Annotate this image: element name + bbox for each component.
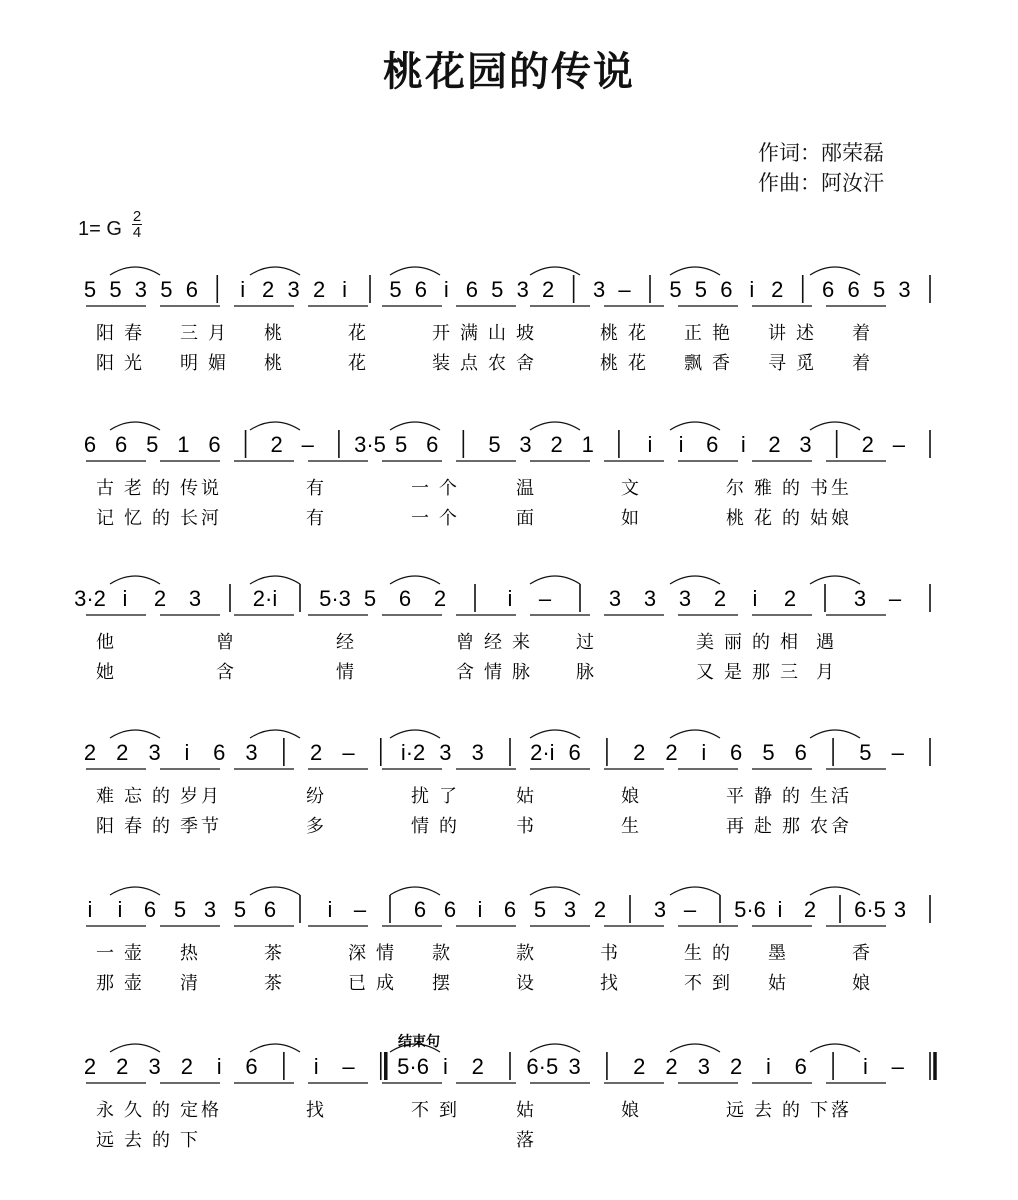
lyric-verse-2: 河 (201, 508, 229, 529)
note: 3 (134, 277, 148, 302)
note: – (891, 1054, 904, 1079)
note: i (87, 897, 93, 922)
slur (530, 267, 580, 275)
note: 5·6 (734, 897, 766, 922)
note: i (184, 740, 190, 765)
slur (810, 730, 860, 738)
note: 1 (581, 432, 594, 457)
lyric-verse-1: 着 (852, 323, 880, 344)
note: 2 (730, 1054, 743, 1079)
note: 6 (706, 432, 719, 457)
lyric-verse-1: 说 (201, 478, 229, 499)
note: 6·5 (526, 1054, 559, 1079)
note: 5 (669, 277, 682, 302)
slur (810, 422, 860, 430)
lyric-verse-1: 纷 (306, 786, 334, 807)
note: 3 (519, 432, 532, 457)
note: 3 (678, 586, 692, 611)
note: – (892, 432, 906, 457)
lyric-verse-1: 一壶 (96, 943, 152, 964)
note: 6 (143, 897, 157, 922)
lyric-verse-1: 书 (600, 943, 628, 964)
lyric-verse-2: 含情脉 (456, 662, 540, 683)
note: 2 (83, 740, 97, 765)
note: – (888, 586, 902, 611)
lyric-verse-1: 过 (576, 632, 604, 653)
note: 5 (83, 277, 97, 302)
lyric-verse-2: 阳春的季 (96, 816, 208, 837)
note: 2 (116, 1054, 129, 1079)
note: 5 (160, 277, 173, 302)
note: 2 (310, 740, 323, 765)
note: 5 (533, 897, 547, 922)
note: 6 (413, 897, 427, 922)
note: i (678, 432, 684, 457)
note: 3 (893, 897, 907, 922)
note: 3 (643, 586, 657, 611)
lyric-verse-2: 舍 (516, 353, 544, 374)
slur (530, 887, 580, 895)
note: 2 (83, 1054, 97, 1079)
lyric-verse-1: 款 (432, 943, 460, 964)
lyric-verse-2: 再赴那农 (726, 816, 838, 837)
composer-credit: 作曲：阿汝汗 (758, 171, 884, 195)
note: 2 (550, 432, 563, 457)
lyric-verse-2: 书 (516, 816, 544, 837)
time-signature-bottom: 4 (132, 224, 142, 241)
note: i (749, 277, 755, 302)
note: 2 (633, 1054, 646, 1079)
note: 5 (109, 277, 122, 302)
note: i (216, 1054, 222, 1079)
lyric-verse-2: 装点农 (432, 353, 516, 374)
note: 5 (173, 897, 187, 922)
note: 3 (568, 1054, 581, 1079)
slur (810, 267, 860, 275)
song-title: 桃花园的传说 (383, 49, 635, 95)
slur (670, 887, 720, 895)
note: i (862, 1054, 868, 1079)
lyric-verse-2: 月 (816, 662, 844, 683)
lyric-verse-2: 远去的下 (96, 1130, 208, 1151)
lyric-verse-2: 姑 (768, 973, 796, 994)
note: 2·i (530, 740, 555, 765)
note: 6 (398, 586, 412, 611)
note: 5 (394, 432, 408, 457)
lyric-verse-1: 经 (336, 632, 364, 653)
note: 2 (116, 740, 129, 765)
lyric-verse-1: 文 (621, 478, 649, 499)
lyric-verse-1: 遇 (816, 632, 844, 653)
note: i (701, 740, 707, 765)
lyric-verse-2: 阳光 (96, 353, 152, 374)
note: 2 (471, 1054, 484, 1079)
lyric-verse-1: 深情 (348, 943, 404, 964)
lyric-verse-2: 明媚 (180, 353, 236, 374)
note: 2 (270, 432, 283, 457)
note: 3 (799, 432, 812, 457)
lyric-verse-2: 娘 (852, 973, 880, 994)
note: 2 (633, 740, 646, 765)
note: 3 (439, 740, 452, 765)
note: i (507, 586, 513, 611)
note: 6 (568, 740, 581, 765)
lyric-verse-1: 正艳 (684, 323, 740, 344)
key-signature: 1= G (78, 218, 122, 240)
lyric-verse-1: 娘 (621, 1100, 649, 1121)
note: 3·5 (354, 432, 386, 457)
slur (390, 422, 440, 430)
note: 6 (443, 897, 457, 922)
slur (390, 267, 440, 275)
note: i (740, 432, 746, 457)
note: 2 (262, 277, 275, 302)
lyric-verse-1: 活 (831, 786, 859, 807)
note: i (443, 277, 449, 302)
note: i (240, 277, 246, 302)
note: 6 (208, 432, 221, 457)
note: 6 (720, 277, 733, 302)
note: i (752, 586, 758, 611)
lyric-verse-1: 一个 (411, 478, 467, 499)
slur (530, 576, 580, 584)
lyric-verse-1: 热 (180, 943, 208, 964)
lyric-verse-1: 不到 (411, 1100, 467, 1121)
lyric-verse-1: 难忘的岁 (96, 786, 208, 807)
note: 5 (233, 897, 247, 922)
note: 3 (471, 740, 484, 765)
note: 6 (83, 432, 97, 457)
note: 6 (730, 740, 743, 765)
note: 3 (653, 897, 667, 922)
lyric-verse-1: 生的 (684, 943, 740, 964)
note: 6 (822, 277, 835, 302)
slur (670, 267, 720, 275)
lyric-verse-1: 格 (201, 1100, 229, 1121)
lyric-verse-1: 找 (306, 1100, 334, 1121)
note: 5 (491, 277, 504, 302)
note: 2 (153, 586, 167, 611)
note: 5 (146, 432, 159, 457)
note: 3 (516, 277, 529, 302)
lyric-verse-1: 款 (516, 943, 544, 964)
slur (810, 887, 860, 895)
lyric-verse-1: 月 (201, 786, 229, 807)
lyric-verse-1: 阳春 (96, 323, 152, 344)
note: 6 (503, 897, 517, 922)
note: i (117, 897, 123, 922)
note: 5·6 (397, 1054, 429, 1079)
lyric-verse-2: 面 (516, 508, 544, 529)
note: 3 (898, 277, 911, 302)
lyric-verse-2: 着 (852, 353, 880, 374)
lyric-verse-2: 桃花的姑 (726, 508, 838, 529)
note: 3·2 (74, 586, 106, 611)
note: – (301, 432, 314, 457)
lyric-verse-2: 设 (516, 973, 544, 994)
note: 2 (861, 432, 874, 457)
lyric-verse-1: 茶 (264, 943, 292, 964)
slur (810, 576, 860, 584)
note: 3 (245, 740, 258, 765)
lyric-verse-1: 平静的生 (726, 786, 838, 807)
note: i (477, 897, 483, 922)
note: 6 (847, 277, 860, 302)
lyric-verse-1: 香 (852, 943, 880, 964)
note: 5 (859, 740, 872, 765)
note: i (442, 1054, 448, 1079)
note: 3 (148, 740, 161, 765)
lyric-verse-2: 一个 (411, 508, 467, 529)
note: – (353, 897, 367, 922)
slur (670, 1044, 720, 1052)
note: – (342, 1054, 355, 1079)
slur (390, 576, 440, 584)
note: 2 (783, 586, 797, 611)
note: i (313, 1054, 319, 1079)
note: 2·i (252, 586, 278, 611)
lyric-verse-1: 尔雅的书 (726, 478, 838, 499)
note: 3 (203, 897, 217, 922)
lyric-verse-2: 花 (348, 353, 376, 374)
note: i (647, 432, 653, 457)
lyric-verse-1: 桃花 (600, 323, 656, 344)
note: 6 (114, 432, 128, 457)
lyric-verse-2: 多 (306, 816, 334, 837)
lyric-verse-1: 美丽的相 (696, 632, 808, 653)
note: 6 (213, 740, 226, 765)
note: – (342, 740, 355, 765)
lyric-verse-1: 三月 (180, 323, 236, 344)
lyric-verse-2: 桃花 (600, 353, 656, 374)
note: 6 (465, 277, 478, 302)
lyric-verse-2: 那壶 (96, 973, 152, 994)
lyric-verse-1: 有 (306, 478, 334, 499)
note: 3 (697, 1054, 710, 1079)
lyric-verse-1: 花 (348, 323, 376, 344)
note: i (327, 897, 333, 922)
note: 5 (488, 432, 501, 457)
time-signature-top: 2 (132, 208, 142, 225)
lyric-verse-2: 找 (600, 973, 628, 994)
note: 6 (794, 740, 807, 765)
slur (670, 422, 720, 430)
slur (390, 730, 440, 738)
note: 2 (180, 1054, 194, 1079)
lyric-verse-1: 温 (516, 478, 544, 499)
lyric-verse-1: 姑 (516, 1100, 544, 1121)
note: 3 (563, 897, 577, 922)
lyric-verse-2: 脉 (576, 662, 604, 683)
lyric-verse-2: 已成 (348, 973, 404, 994)
note: – (683, 897, 697, 922)
note: 3 (592, 277, 606, 302)
lyric-verse-1: 桃 (264, 323, 292, 344)
note: i (777, 897, 783, 922)
lyric-verse-1: 扰了 (411, 786, 467, 807)
lyric-verse-2: 她 (96, 662, 124, 683)
lyric-verse-2: 桃 (264, 353, 292, 374)
note: – (891, 740, 904, 765)
lyric-verse-2: 含 (216, 662, 244, 683)
lyric-verse-2: 生 (621, 816, 649, 837)
note: 6 (185, 277, 198, 302)
lyric-verse-2: 寻觅 (768, 353, 824, 374)
note: 6 (263, 897, 277, 922)
lyric-verse-2: 如 (621, 508, 649, 529)
note: 6 (426, 432, 439, 457)
lyric-verse-2: 清 (180, 973, 208, 994)
slur (530, 730, 580, 738)
lyric-verse-1: 讲述 (768, 323, 824, 344)
slur (110, 576, 160, 584)
slur (110, 267, 160, 275)
note: 2 (312, 277, 326, 302)
lyric-verse-1: 坡 (516, 323, 544, 344)
slur (530, 422, 580, 430)
lyric-verse-1: 娘 (621, 786, 649, 807)
note: 5 (694, 277, 708, 302)
slur (250, 1044, 300, 1052)
note: 3 (148, 1054, 161, 1079)
note: 6 (414, 277, 428, 302)
note: 5 (872, 277, 886, 302)
lyric-verse-2: 不到 (684, 973, 740, 994)
note: 5·3 (319, 586, 351, 611)
note: 2 (433, 586, 447, 611)
note: 2 (593, 897, 607, 922)
slur (110, 422, 160, 430)
lyric-verse-2: 又是那三 (696, 662, 808, 683)
note: 2 (665, 740, 678, 765)
slur (110, 887, 160, 895)
lyric-verse-2: 娘 (831, 508, 859, 529)
lyric-verse-1: 永久的定 (96, 1100, 208, 1121)
slur (670, 730, 720, 738)
lyric-verse-2: 飘香 (684, 353, 740, 374)
note: 3 (188, 586, 202, 611)
note: – (538, 586, 552, 611)
note: i·2 (400, 740, 426, 765)
lyric-verse-1: 远去的下 (726, 1100, 838, 1121)
lyric-verse-2: 节 (201, 816, 229, 837)
lyric-verse-1: 墨 (768, 943, 796, 964)
note: 1 (177, 432, 190, 457)
lyric-verse-2: 情 (336, 662, 364, 683)
lyric-verse-1: 曾经来 (456, 632, 540, 653)
lyric-verse-2: 有 (306, 508, 334, 529)
slur (390, 887, 440, 895)
slur (110, 1044, 160, 1052)
slur (250, 576, 300, 584)
note: 2 (768, 432, 781, 457)
note: 2 (665, 1054, 678, 1079)
lyric-verse-2: 情的 (411, 816, 467, 837)
note: 3 (853, 586, 867, 611)
lyric-verse-2: 记忆的长 (96, 508, 208, 529)
lyric-verse-2: 摆 (432, 973, 460, 994)
slur (530, 1044, 580, 1052)
note: 6 (245, 1054, 258, 1079)
lyric-verse-2: 舍 (831, 816, 859, 837)
lyric-verse-1: 生 (831, 478, 859, 499)
note: 3 (608, 586, 622, 611)
slur (670, 576, 720, 584)
note: 5 (363, 586, 377, 611)
lyricist-credit: 作词：邴荣磊 (758, 141, 884, 165)
lyric-verse-1: 落 (831, 1100, 859, 1121)
note: 6·5 (854, 897, 886, 922)
slur (110, 730, 160, 738)
note: 2 (713, 586, 727, 611)
lyric-verse-2: 落 (516, 1130, 544, 1151)
slur (250, 887, 300, 895)
note: 5 (762, 740, 775, 765)
ending-mark: 结束句 (398, 1034, 440, 1050)
slur (250, 730, 300, 738)
note: i (342, 277, 347, 302)
note: 2 (771, 277, 784, 302)
note: i (122, 586, 128, 611)
note: 6 (794, 1054, 807, 1079)
slur (250, 267, 300, 275)
note: – (618, 277, 631, 302)
lyric-verse-1: 姑 (516, 786, 544, 807)
lyric-verse-1: 曾 (216, 632, 244, 653)
note: 2 (542, 277, 555, 302)
note: 2 (803, 897, 817, 922)
lyric-verse-2: 茶 (264, 973, 292, 994)
slur (250, 422, 300, 430)
note: 3 (287, 277, 300, 302)
slur (810, 1044, 860, 1052)
lyric-verse-1: 开满山 (432, 323, 516, 344)
lyric-verse-1: 古老的传 (96, 478, 208, 499)
lyric-verse-1: 他 (96, 632, 124, 653)
note: 5 (389, 277, 402, 302)
note: i (766, 1054, 771, 1079)
